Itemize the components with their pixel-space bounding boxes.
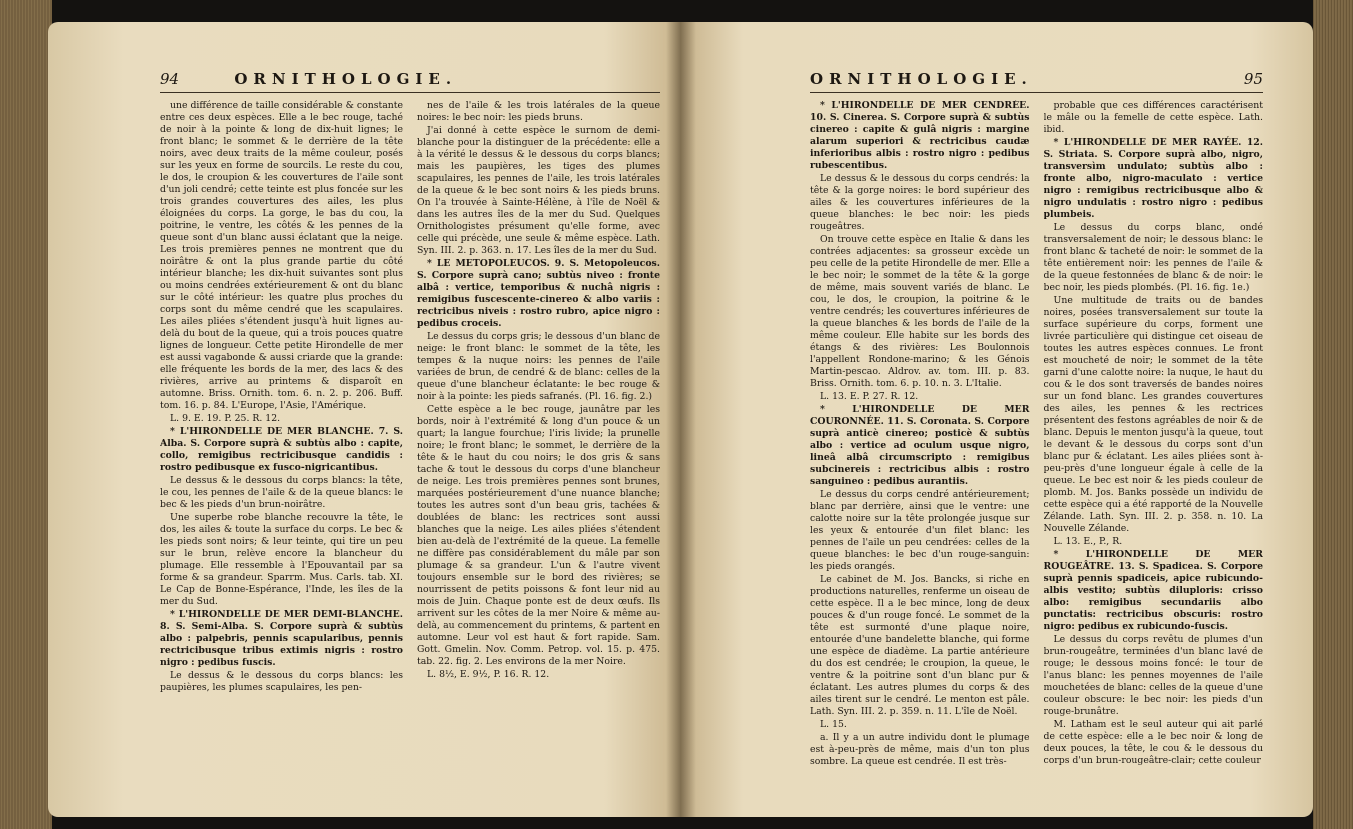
right-header-rule xyxy=(810,92,1263,93)
right-column-2 xyxy=(1044,100,1264,807)
left-page xyxy=(48,22,680,817)
right-page xyxy=(680,22,1313,817)
left-page-columns xyxy=(160,100,660,807)
paragraph: Le dessus du corps revêtu de plumes d'un brun-rougeâtre, terminées d'un blanc lavé de rouge; le dessous moins foncé: le tour de l'anus blanc: les pennes moyennes de l'aile mouchetées de blanc: celles de la queue d'une couleur obscure: le bec noir: les pieds d'un rouge-brunâtre. xyxy=(1043,634,1263,717)
measurements: L. 8½, E. 9½, P. 16. R. 12. xyxy=(427,669,550,680)
paragraph: Le dessus du corps gris; le dessous d'un blanc de neige: le front blanc: le sommet de la tête, les tempes & la nuque noirs: les pennes de l'aile variées de brun, de cendré & de blanc: celles de la queue d'une blancheur éclatante: le bec rouge & noir à la pointe: les pieds safranés. (Pl. 16. fig. 2.) xyxy=(417,331,660,402)
left-column-2 xyxy=(417,100,660,807)
book-page-edges-right xyxy=(1313,0,1353,829)
species-entry-coronata: * L'HIRONDELLE DE MER COURONNÉE. 11. S. Coronata. S. Corpore suprà anticè cinereo; posticè & subtùs albo : vertice ad oculum usque nigro, lineâ albâ circumscripto : remigibus subcinereis : rectricibus albis : rostro sanguineo : pedibus aurantiis. xyxy=(810,404,1030,487)
paragraph: Le dessus & le dessous du corps cendrés: la tête & la gorge noires: le bord supérieur des ailes & les couvertures inférieures de la queue blanches: le bec noir: les pieds rougeâtres. xyxy=(810,173,1030,232)
paragraph: Le dessus & le dessous du corps blancs: les paupières, les plumes scapulaires, les pen- xyxy=(160,670,403,693)
species-entry-semi-alba: * L'HIRONDELLE DE MER DEMI-BLANCHE. 8. S. Semi-Alba. S. Corpore suprà & subtùs albo : palpebris, pennis scapularibus, pennis rectricibusque tribus extimis nigris : rostro nigro : pedibus fuscis. xyxy=(160,609,403,668)
paragraph: Le dessus du corps blanc, ondé transversalement de noir; le dessous blanc: le front blanc & tacheté de noir: le sommet de la tête entièrement noir: les pennes de l'aile & de la queue festonnées de blanc & de noir: le bec noir, les pieds plombés. (Pl. 16. fig. 1e.) xyxy=(1043,222,1263,293)
left-header-rule xyxy=(160,92,660,93)
paragraph: Le cabinet de M. Jos. Bancks, si riche en productions naturelles, renferme un oiseau de cette espèce. Il a le bec mince, long de deux pouces & d'un rouge foncé. Le sommet de la tête est surmonté d'une plaque noire, entourée d'une bandelette blanche, qui forme une espèce de diadème. La partie antérieure du dos est cendrée; le croupion, la queue, le ventre & la poitrine sont d'un blanc pur & éclatant. Les autres plumes du corps & des ailes tirent sur le cendré. Le menton est pâle. Lath. Syn. III. 2. p. 359. n. 11. L'île de Noël. xyxy=(810,574,1030,717)
paragraph: nes de l'aile & les trois latérales de la queue noires: le bec noir: les pieds bruns. xyxy=(417,100,660,123)
left-page-header xyxy=(160,70,660,88)
book-page-edges-left xyxy=(0,0,52,829)
left-running-head: ORNITHOLOGIE. xyxy=(234,70,458,88)
paragraph: Cette espèce a le bec rouge, jaunâtre par les bords, noir à l'extrémité & long d'un pouce & un quart; la langue fourchue; l'iris livide; la prunelle noire; le front blanc; le sommet, le derrière de la tête & le haut du cou noirs; le dos gris & sans tache & tout le dessous du corps d'une blancheur de neige. Les trois premières pennes sont brunes, marquées postérieurement d'une nuance blanche; toutes les autres sont d'un beau gris, tachées & doublées de blanc: les rectrices sont aussi blanches que la neige. Les ailes pliées s'étendent bien au-delà de l'extrémité de la queue. La femelle ne diffère pas considérablement du mâle par son plumage & sa grandeur. L'un & l'autre vivent toujours ensemble sur le bord des rivières; se nourrissent de petits poissons & font leur nid au mois de Juin. Chaque ponte est de deux œufs. Ils arrivent sur les côtes de la mer Noire & même au-delà, au commencement du printems, & partent en automne. Leur vol est haut & fort rapide. Sam. Gott. Gmelin. Nov. Comm. Petrop. vol. 15. p. 475. tab. 22. fig. 2. Les environs de la mer Noire. xyxy=(417,404,660,667)
measurements: L. 9. E. 19. P. 25. R. 12. xyxy=(170,413,281,424)
species-entry-cinerea: * L'HIRONDELLE DE MER CENDRÉE. 10. S. Cinerea. S. Corpore suprà & subtùs cinereo : capite & gulâ nigris : margine alarum superiori & rectricibus caudæ inferioribus albis : rostro nigro : pedibus rubescentibus. xyxy=(810,100,1030,171)
paragraph: M. Latham est le seul auteur qui ait parlé de cette espèce: elle a le bec noir & long de deux pouces, la tête, le cou & le dessous du corps d'un brun-rougeâtre-clair; cette couleur xyxy=(1043,719,1263,766)
left-column-1 xyxy=(160,100,403,807)
measurements: L. 15. xyxy=(820,719,847,730)
right-page-number: 95 xyxy=(1243,70,1263,88)
paragraph: Une multitude de traits ou de bandes noires, posées transversalement sur toute la surface supérieure du corps, forment une livrée particulière qui distingue cet oiseau de toutes les autres espèces connues. Le front est moucheté de noir; le sommet de la tête garni d'une calotte noire: la nuque, le haut du cou & le dos sont traversés de bandes noires sur un fond blanc. Les grandes couvertures des ailes, les pennes & les rectrices présentent des festons agréables de noir & de blanc. Depuis le menton jusqu'à la queue, tout le devant & le dessous du corps sont d'un blanc pur & éclatant. Les ailes pliées sont à-peu-près d'une longueur égale à celle de la queue. Le bec est noir & les pieds couleur de plomb. M. Jos. Banks possède un individu de cette espèce qui a été rapporté de la Nouvelle Zélande. Lath. Syn. III. 2. p. 358. n. 10. La Nouvelle Zélande. xyxy=(1043,295,1263,534)
measurements: L. 13. E. P. 27. R. 12. xyxy=(820,391,919,402)
paragraph: une différence de taille considérable & constante entre ces deux espèces. Elle a le bec rouge, taché de noir à la pointe & long de dix-huit lignes; le front blanc; le sommet & le derrière de la tête noirs, avec deux traits de la même couleur, posés sur les yeux en forme de sourcils. Le reste du cou, le dos, le croupion & les couvertures de l'aile sont d'un joli cendré; cette teinte est plus foncée sur les trois grandes couvertures des ailes, les plus éloignées du corps. La gorge, le bas du cou, la poitrine, le ventre, les côtés & les pennes de la queue sont d'un blanc aussi éclatant que la neige. Les trois premières pennes ne montrent que du noirâtre & ont la plus grande partie du côté intérieur blanche; les dix-huit suivantes sont plus ou moins cendrées extérieurement & ont du blanc sur le côté intérieur: les quatre plus proches du corps sont du même cendré que les scapulaires. Les ailes pliées s'étendent jusqu'à huit lignes au-delà du bout de la queue, qui a trois pouces quatre lignes de longueur. Cette petite Hirondelle de mer est aussi vagabonde & aussi criarde que la grande: elle fréquente les bords de la mer, des lacs & des rivières, arrive au printems & disparoît en automne. Briss. Ornith. tom. 6. n. 2. p. 206. Buff. tom. 16. p. 84. L'Europe, l'Asie, l'Amérique. xyxy=(160,100,403,411)
left-page-number: 94 xyxy=(160,70,180,88)
paragraph: J'ai donné à cette espèce le surnom de demi-blanche pour la distinguer de la précédente: elle a à la vérité le dessus & le dessous du corps blancs; mais les paupières, les tiges des plumes scapulaires, les pennes de l'aile, les trois latérales de la queue & le bec sont noirs & les pieds bruns. On l'a trouvée à Sainte-Hélène, à l'île de Noël & dans les autres îles de la mer du Sud. Quelques Ornithologistes présument qu'elle forme, avec celle qui précède, une seule & même espèce. Lath. Syn. III. 2. p. 363. n. 17. Les îles de la mer du Sud. xyxy=(417,125,660,256)
right-running-head: ORNITHOLOGIE. xyxy=(810,70,1033,88)
measurements: L. 13. E., P., R. xyxy=(1053,536,1123,547)
paragraph: On trouve cette espèce en Italie & dans les contrées adjacentes: sa grosseur excède un peu celle de la petite Hirondelle de mer. Elle a le bec noir; le sommet de la tête & la gorge de même, mais souvent variés de blanc. Le cou, le dos, le croupion, la poitrine & le ventre cendrés; les couvertures inférieures de la queue blanches & les bords de l'aile de la même couleur. Elle habite sur les bords des étangs & des rivières: Les Boulonnois l'appellent Rondone-marino; & les Génois Martin-pescao. Aldrov. av. tom. III. p. 83. Briss. Ornith. tom. 6. p. 10. n. 3. L'Italie. xyxy=(810,234,1030,389)
species-entry-metopoleucos: * LE METOPOLEUCOS. 9. S. Metopoleucos. S. Corpore suprà cano; subtùs niveo : fronte albâ : vertice, temporibus & nuchâ nigris : remigibus fuscescente-cinereo & albo variis : rectricibus niveis : rostro rubro, apice nigro : pedibus croceis. xyxy=(417,258,660,329)
species-entry-striata: * L'HIRONDELLE DE MER RAYÉE. 12. S. Striata. S. Corpore suprà albo, nigro, transversìm undulato; subtùs albo : fronte albo, nigro-maculato : vertice nigro : remigibus rectricibusque albo & nigro undulatis : rostro nigro : pedibus plumbeis. xyxy=(1043,137,1263,220)
paragraph: Le dessus du corps cendré antérieurement; blanc par derrière, ainsi que le ventre: une calotte noire sur la tête prolongée jusque sur les yeux & entourée d'un filet blanc: les pennes de l'aile un peu cendrées: celles de la queue blanches: le bec d'un rouge-sanguin: les pieds orangés. xyxy=(810,489,1030,572)
species-entry-alba: * L'HIRONDELLE DE MER BLANCHE. 7. S. Alba. S. Corpore suprà & subtùs albo : capite, collo, remigibus rectricibusque candidis : rostro pedibusque ex fusco-nigricantibus. xyxy=(160,426,403,473)
species-entry-spadicea: * L'HIRONDELLE DE MER ROUGEÂTRE. 13. S. Spadicea. S. Corpore suprà pennis spadiceis, apice rubicundo-albis vestito; subtùs diluploris: crisso albo: remigibus secundariis albo punctatis: rectricibus obscuris: rostro nigro: pedibus ex rubicundo-fuscis. xyxy=(1043,549,1263,632)
right-page-columns xyxy=(810,100,1263,807)
right-page-header xyxy=(810,70,1263,88)
paragraph: Le dessus & le dessous du corps blancs: la tête, le cou, les pennes de l'aile & de la queue blancs: le bec & les pieds d'un brun-noirâtre. xyxy=(160,475,403,510)
right-column-1 xyxy=(810,100,1030,807)
paragraph: a. Il y a un autre individu dont le plumage est à-peu-près de même, mais d'un ton plus sombre. La queue est cendrée. Il est très- xyxy=(810,732,1030,767)
paragraph: probable que ces différences caractérisent le mâle ou la femelle de cette espèce. Lath. ibid. xyxy=(1043,100,1263,135)
paragraph: Une superbe robe blanche recouvre la tête, le dos, les ailes & toute la surface du corps. Le bec & les pieds sont noirs; & leur teinte, qui tire un peu sur le brun, relève encore la blancheur du plumage. Elle ressemble à l'Epouvantail par sa forme & sa grandeur. Sparrm. Mus. Carls. tab. XI. Le Cap de Bonne-Espérance, l'Inde, les îles de la mer du Sud. xyxy=(160,512,403,607)
